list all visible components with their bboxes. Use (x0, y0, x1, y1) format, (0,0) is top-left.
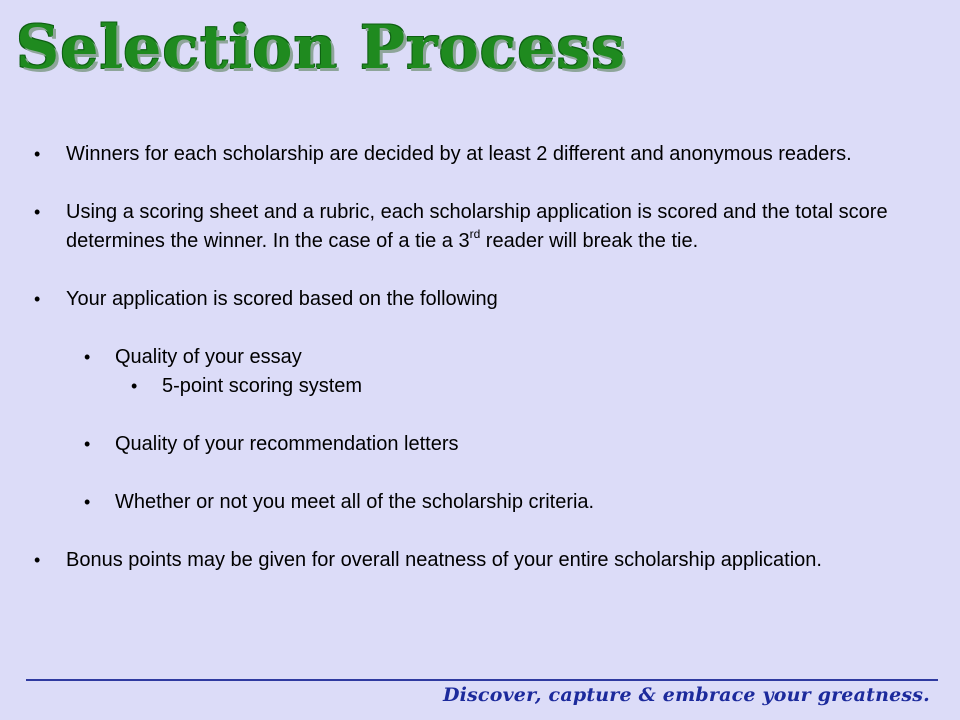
bullet-marker: • (84, 492, 91, 512)
bullet-marker: • (131, 376, 138, 396)
slide-body (30, 140, 920, 575)
bullet-marker: • (34, 144, 41, 164)
bullet-item (30, 285, 920, 314)
bullet-marker: • (84, 434, 91, 454)
bullet-text: Using a scoring sheet and a rubric, each scholarship application is scored and the total score determines the winner. In the case of a tie a 3 (66, 201, 888, 252)
bullet-text: Quality of your recommendation letters (115, 433, 459, 455)
bullet-text: 5-point scoring system (162, 375, 363, 397)
bullet-text: Your application is scored based on the following (66, 288, 498, 310)
sub-bullet-item (30, 430, 920, 459)
bullet-item (30, 198, 920, 256)
superscript: rd (469, 227, 481, 242)
footer-divider (26, 679, 938, 681)
bullet-marker: • (34, 202, 41, 222)
bullet-item (30, 546, 920, 575)
sub-bullet-item (30, 343, 920, 372)
footer-tagline: Discover, capture & embrace your greatness. (442, 684, 930, 706)
sub-bullet-item (30, 488, 920, 517)
bullet-marker: • (34, 550, 41, 570)
bullet-marker: • (84, 347, 91, 367)
bullet-text: Bonus points may be given for overall neatness of your entire scholarship application. (66, 549, 822, 571)
bullet-text: Winners for each scholarship are decided by at least 2 different and anonymous readers. (66, 143, 852, 165)
bullet-text: Quality of your essay (115, 346, 302, 368)
sub-sub-bullet-item (30, 372, 920, 401)
bullet-marker: • (34, 289, 41, 309)
slide-title: Selection Process (16, 13, 627, 83)
bullet-text: reader will break the tie. (480, 230, 699, 252)
bullet-text: Whether or not you meet all of the scholarship criteria. (115, 491, 595, 513)
bullet-item (30, 140, 920, 169)
